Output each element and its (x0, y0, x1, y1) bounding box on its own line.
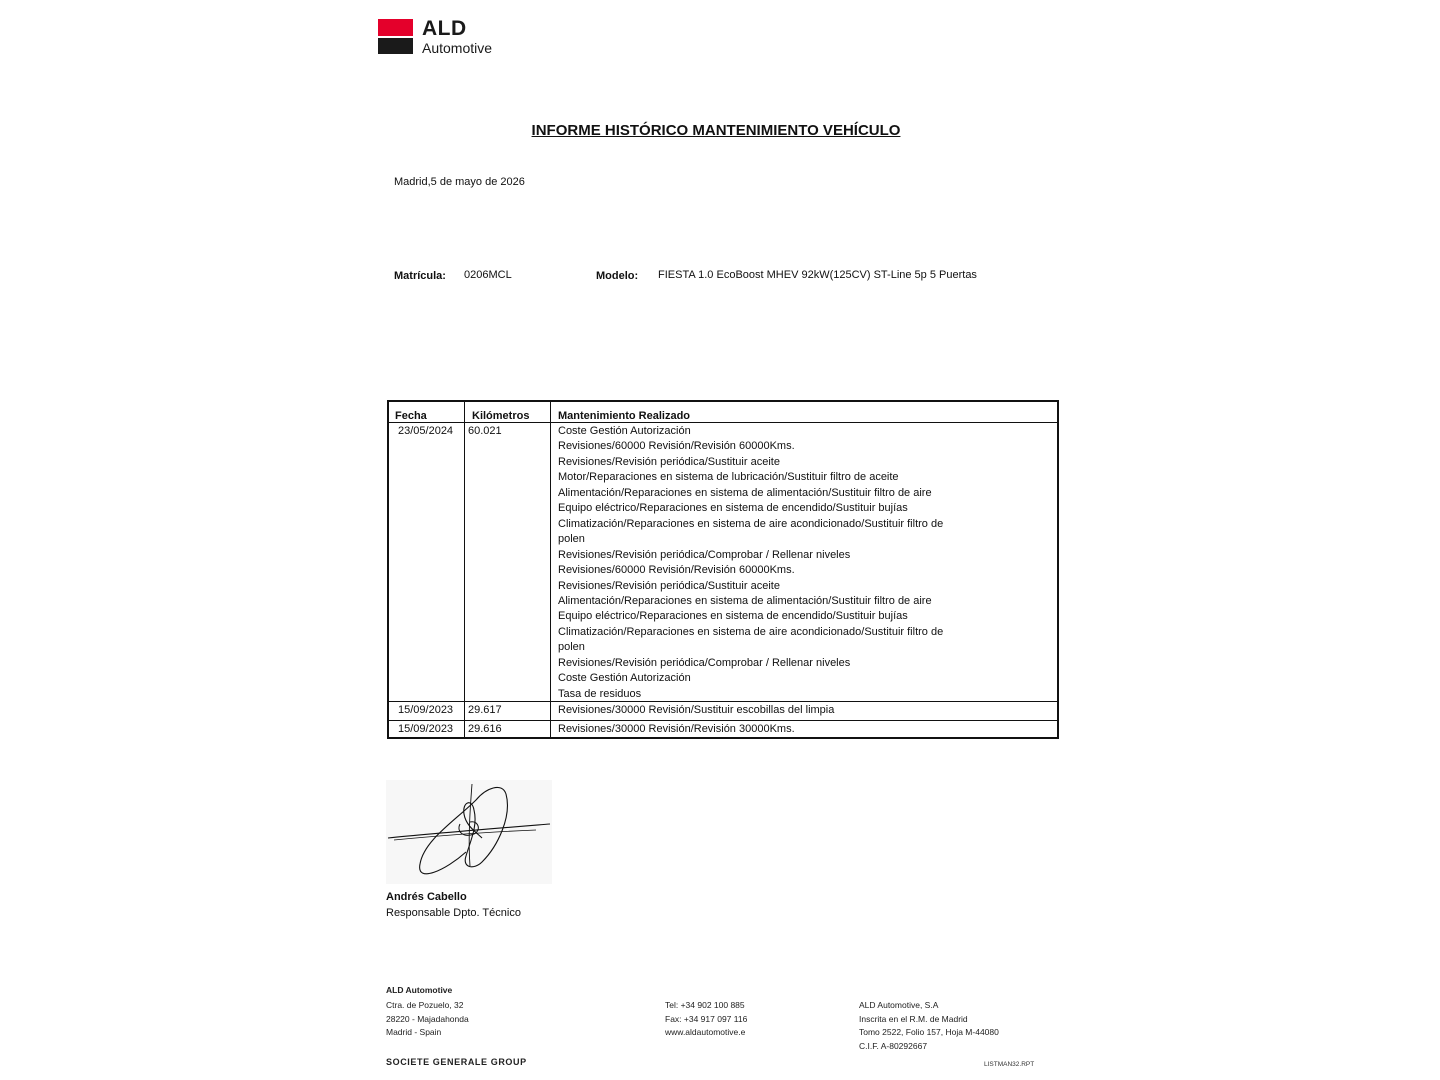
maintenance-item: polen (558, 533, 585, 546)
row-3-maintenance-item: Revisiones/30000 Revisión/Revisión 30000Kms. (558, 723, 795, 735)
footer-phone: Tel: +34 902 100 885 (665, 1000, 745, 1010)
footer-address (386, 999, 469, 1040)
footer-company: ALD Automotive (386, 985, 453, 995)
footer-fax: Fax: +34 917 097 116 (665, 1013, 748, 1024)
logo-sub-text: Automotive (422, 40, 493, 56)
report-date: Madrid,5 de mayo de 2026 (394, 176, 525, 188)
signer-name: Andrés Cabello (386, 891, 467, 903)
ald-automotive-logo (378, 19, 513, 59)
row-1-km: 60.021 (468, 425, 502, 437)
maintenance-item: Equipo eléctrico/Reparaciones en sistema de encendido/Sustituir bujías (558, 610, 908, 623)
maintenance-item: Coste Gestión Autorización (558, 672, 691, 685)
column-header-mantenimiento: Mantenimiento Realizado (558, 410, 691, 422)
footer-legal (859, 999, 999, 1053)
row-1-maintenance-list (558, 424, 943, 702)
maintenance-item: Revisiones/Revisión periódica/Sustituir aceite (558, 579, 780, 592)
row-1-fecha: 23/05/2024 (398, 425, 454, 437)
maintenance-item: Motor/Reparaciones en sistema de lubricación/Sustituir filtro de aceite (558, 471, 899, 484)
footer-website: www.aldautomotive.e (665, 1027, 746, 1037)
maintenance-table (387, 400, 1059, 739)
signer-role: Responsable Dpto. Técnico (386, 907, 521, 919)
modelo-label: Modelo: (596, 270, 639, 282)
logo-brand-text: ALD (422, 17, 467, 40)
maintenance-item: Revisiones/Revisión periódica/Sustituir aceite (558, 455, 780, 468)
modelo-value: FIESTA 1.0 EcoBoost MHEV 92kW(125CV) ST-Line 5p 5 Puertas (658, 269, 977, 281)
maintenance-item: Revisiones/60000 Revisión/Revisión 60000Kms. (558, 440, 795, 453)
matricula-value: 0206MCL (464, 269, 512, 281)
column-header-kilometros: Kilómetros (472, 410, 530, 422)
maintenance-item: Coste Gestión Autorización (558, 425, 691, 437)
footer-legal-line: Inscrita en el R.M. de Madrid (859, 1013, 968, 1024)
header-divider (389, 422, 1057, 423)
signature-image (386, 780, 552, 884)
maintenance-item: Revisiones/60000 Revisión/Revisión 60000Kms. (558, 564, 795, 577)
footer-address-line: 28220 - Majadahonda (386, 1013, 469, 1024)
row-divider (389, 720, 1057, 721)
footer-report-code: LISTMAN32.RPT (984, 1061, 1035, 1068)
matricula-label: Matrícula: (394, 270, 446, 282)
row-2-km: 29.617 (468, 704, 502, 716)
footer-legal-line: Tomo 2522, Folio 157, Hoja M-44080 (859, 1027, 999, 1037)
row-2-fecha: 15/09/2023 (398, 704, 454, 716)
maintenance-item: Climatización/Reparaciones en sistema de aire acondicionado/Sustituir filtro de (558, 625, 944, 638)
maintenance-item: Tasa de residuos (558, 687, 642, 700)
row-2-maintenance-item: Revisiones/30000 Revisión/Sustituir escobillas del limpia (558, 704, 835, 716)
footer-contact (665, 999, 747, 1040)
footer-address-line: Ctra. de Pozuelo, 32 (386, 1000, 464, 1010)
maintenance-item: Alimentación/Reparaciones en sistema de alimentación/Sustituir filtro de aire (558, 486, 932, 499)
footer-address-line: Madrid - Spain (386, 1027, 442, 1037)
column-header-fecha: Fecha (395, 410, 427, 422)
logo-mark-red (378, 19, 413, 36)
handwritten-signature-icon (386, 780, 552, 884)
footer-legal-line: ALD Automotive, S.A (859, 1000, 939, 1010)
maintenance-item: Climatización/Reparaciones en sistema de aire acondicionado/Sustituir filtro de (558, 517, 944, 530)
logo-mark-divider (378, 36, 413, 38)
maintenance-item: Revisiones/Revisión periódica/Comprobar / Rellenar niveles (558, 656, 851, 669)
maintenance-item: Revisiones/Revisión periódica/Comprobar / Rellenar niveles (558, 548, 851, 561)
row-3-km: 29.616 (468, 723, 502, 735)
report-title: INFORME HISTÓRICO MANTENIMIENTO VEHÍCULO (531, 122, 901, 139)
maintenance-item: Equipo eléctrico/Reparaciones en sistema de encendido/Sustituir bujías (558, 502, 908, 515)
footer-legal-line: C.I.F. A-80292667 (859, 1040, 928, 1051)
maintenance-item: polen (558, 641, 585, 654)
column-divider (464, 402, 465, 737)
maintenance-item: Alimentación/Reparaciones en sistema de alimentación/Sustituir filtro de aire (558, 594, 932, 607)
row-3-fecha: 15/09/2023 (398, 723, 454, 735)
footer-group-name: SOCIETE GENERALE GROUP (386, 1057, 527, 1067)
column-divider (550, 402, 551, 737)
